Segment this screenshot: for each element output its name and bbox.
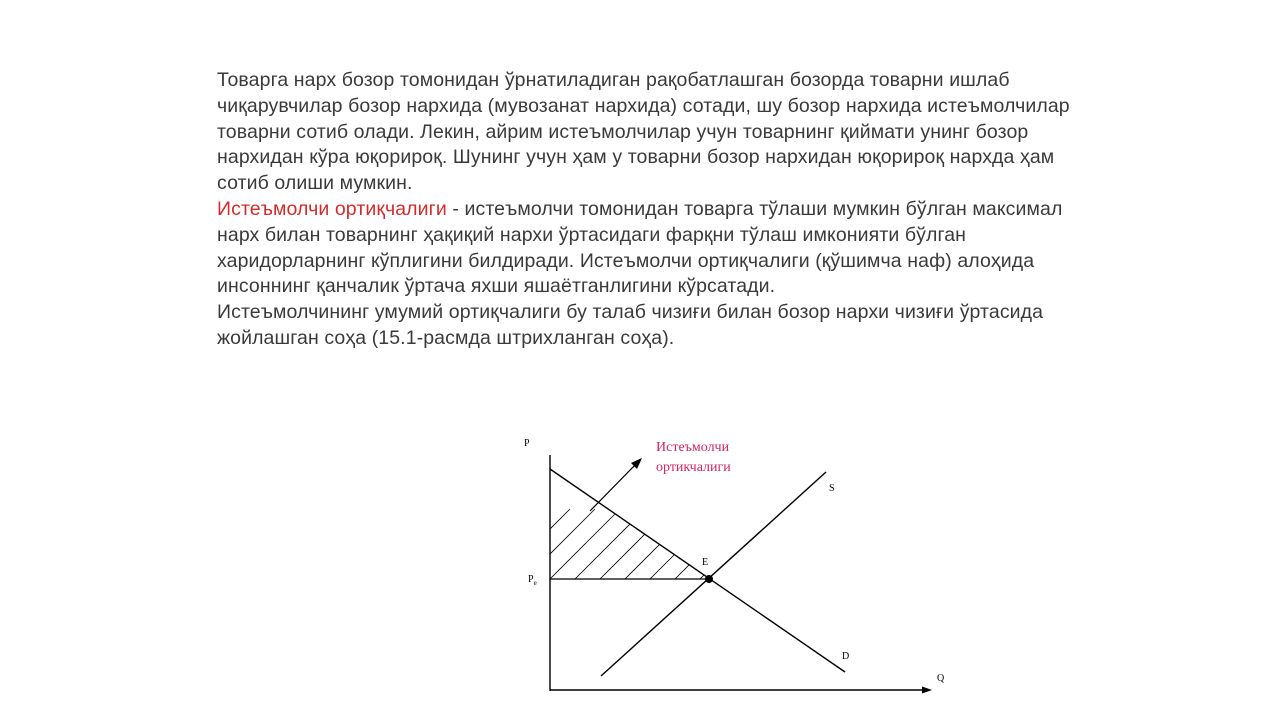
supply-curve [601, 472, 826, 676]
consumer-surplus-definition-text: - истеъмолчи томонидан товарга тўлаши мумкин бўлган максимал нарх билан товарнинг ҳақиқий нархи ўртасидаги фарқни тўлаш имконияти бўлган харидорларнинг кўплигини билдиради. Истеъмолчи ортиқчалиги (қўшимча наф) алоҳида инсоннинг қанчалик ўртача яхши яшаётганлигини кўрсатади. [217, 197, 1063, 298]
consumer-surplus-annotation-line1: Истеъмолчи [656, 440, 730, 455]
consumer-surplus-term: Истеъмолчи ортиқчалиги [217, 197, 447, 220]
equilibrium-point [705, 575, 713, 583]
quantity-axis-label: Q [937, 673, 945, 684]
demand-curve [550, 469, 845, 672]
equilibrium-label: E [702, 557, 709, 568]
text-content [217, 68, 1077, 352]
price-axis-label: P [524, 438, 530, 449]
paragraph-market-price: Товарга нарх бозор томонидан ўрнатиладиган рақобатлашган бозорда товарни ишлаб чиқарувчилар бозор нархида (мувозанат нархида) сотади, шу бозор нархида истеъмолчилар товарни сотиб олади. Лекин, айрим истеъмолчилар учун товарнинг қиймати унинг бозор нархидан кўра юқорироқ. Шунинг учун ҳам у товарни бозор нархидан юқорироқ нархда ҳам сотиб олиши мумкин. [217, 69, 1070, 195]
consumer-surplus-hatched-area [500, 489, 795, 589]
paragraph-total-surplus: Истеъмолчининг умумий ортиқчалиги бу талаб чизиғи билан бозор нархи чизиғи ўртасида жойлашган соҳа (15.1-расмда штрихланган соҳа). [217, 301, 1044, 349]
supply-label: S [829, 483, 835, 494]
quantity-axis-arrowhead [922, 687, 932, 694]
demand-label: D [842, 651, 850, 662]
annotation-arrow [590, 464, 636, 511]
consumer-surplus-diagram [500, 425, 970, 719]
equilibrium-price-label: $P_e$ [528, 574, 537, 587]
paragraph-consumer-surplus-definition [217, 197, 1077, 300]
consumer-surplus-annotation-line2: ортикчалиги [656, 460, 731, 475]
